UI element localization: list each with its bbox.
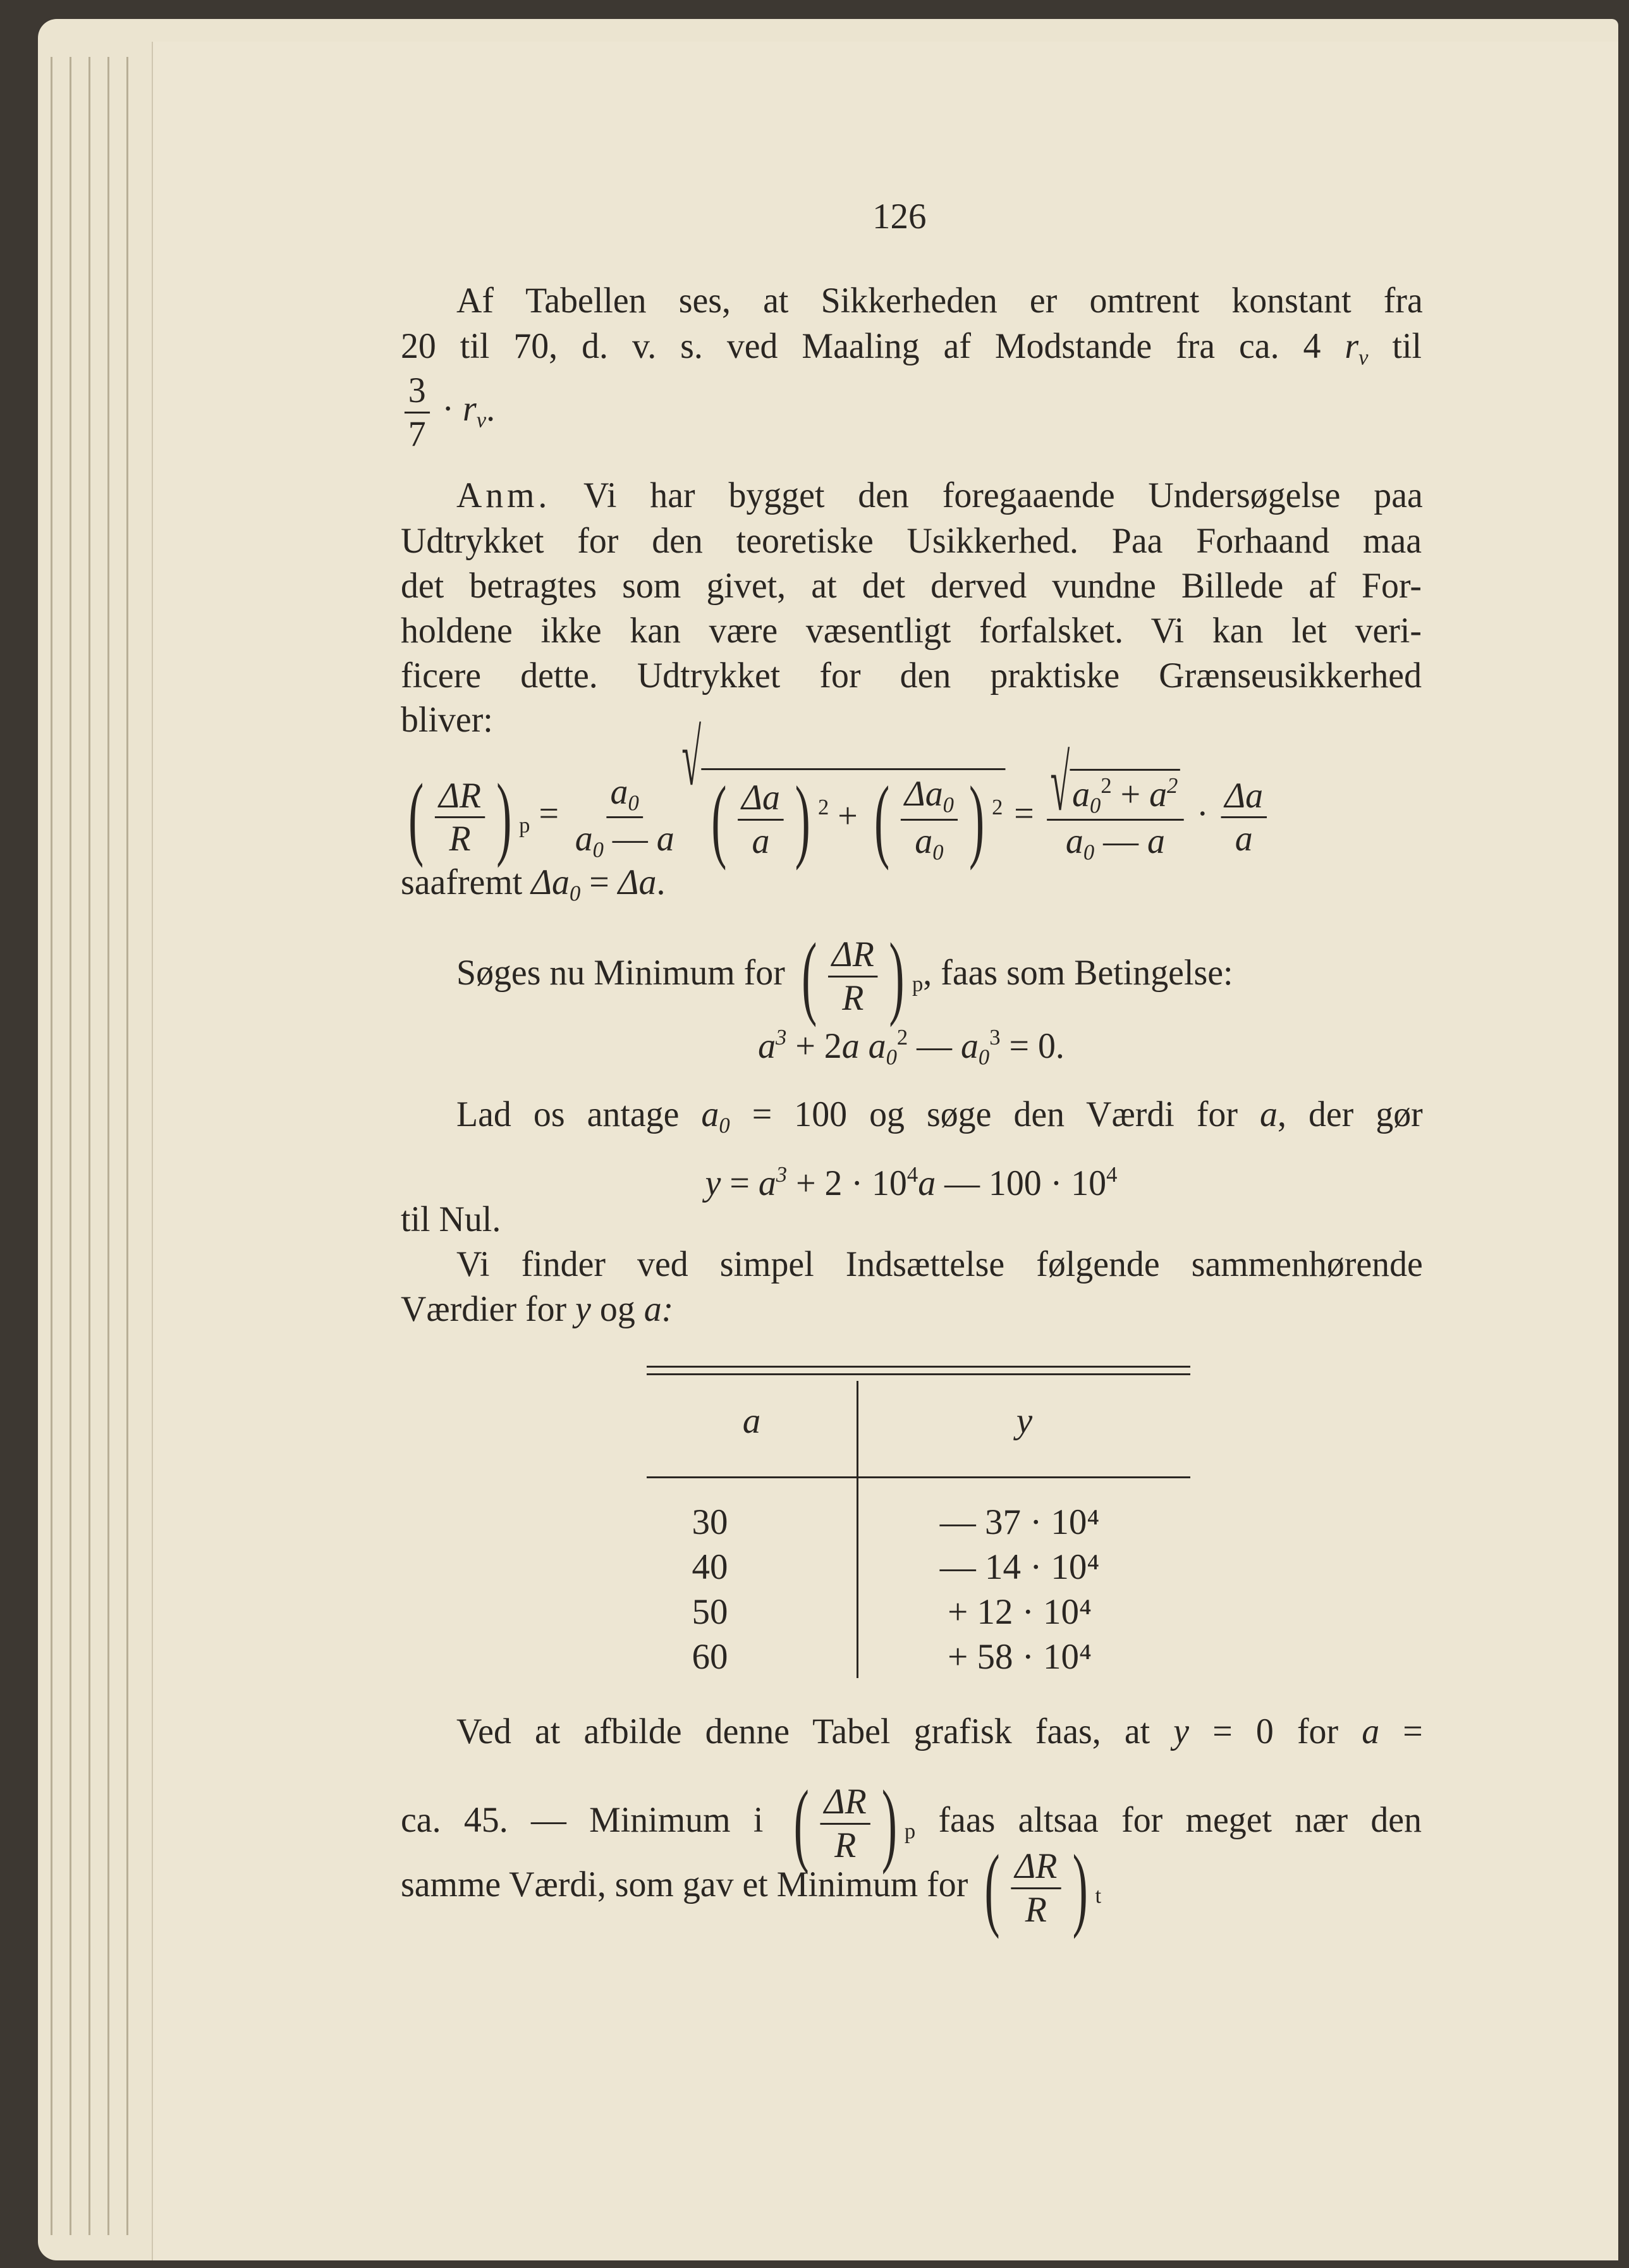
page-edge <box>88 57 90 2235</box>
text-segment: til <box>1368 326 1422 366</box>
text-line <box>401 697 1422 743</box>
text-segment: = 100 og søge den Værdi for <box>729 1094 1260 1134</box>
right-paren: ) <box>1072 1836 1088 1940</box>
text-segment: . <box>656 862 666 902</box>
text-segment: Værdier for <box>401 1289 576 1329</box>
radicand <box>701 768 1005 871</box>
text-segment: Δa <box>1224 775 1264 816</box>
text-segment: 7 <box>408 414 426 454</box>
superscript: 4 <box>906 1162 918 1187</box>
text-segment <box>897 1026 908 1066</box>
subscript: 0 <box>943 792 954 818</box>
numerator <box>821 1781 870 1825</box>
right-paren: ) <box>889 924 905 1028</box>
square-root <box>681 714 1005 871</box>
table-rule <box>647 1373 1190 1375</box>
subscript: v <box>1358 345 1369 370</box>
text-segment: = <box>1379 1712 1423 1751</box>
bracket-group <box>977 1836 1102 1940</box>
radical-sign: √ <box>681 714 702 803</box>
parenthesized-fraction <box>794 924 912 1028</box>
numerator <box>405 370 430 414</box>
text-segment: = <box>1005 794 1043 834</box>
superscript: 2 <box>992 794 1003 819</box>
text-segment: R <box>449 819 471 859</box>
text-segment: + 2 <box>786 1026 842 1067</box>
parenthesized-fraction <box>867 768 992 871</box>
fraction-group <box>401 371 433 454</box>
parenthesized-fraction <box>401 765 519 869</box>
parenthesized-fraction <box>977 1836 1095 1940</box>
text-segment: Søges nu Minimum for <box>456 953 794 993</box>
text-segment: , der gør <box>1277 1094 1423 1134</box>
text-segment: Udtrykket for den teoretiske Usikkerhed. Paa Forhaand maa <box>401 521 1422 561</box>
text-segment: 20 til 70, d. v. s. ved Maaling af Modstande fra ca. 4 <box>401 326 1345 366</box>
fraction <box>1011 1846 1061 1930</box>
text-segment: $a^3$ <box>758 1162 788 1204</box>
text-segment: ΔR <box>439 775 482 816</box>
fraction <box>435 775 485 860</box>
text-segment: det betragtes som givet, at det derved vundne Billede af For- <box>401 566 1422 606</box>
fraction-group <box>1217 775 1271 859</box>
denominator <box>405 414 430 455</box>
text-segment: Vi finder ved simpel Indsættelse følgende sammenhørende <box>456 1244 1423 1284</box>
header-a: a <box>742 1401 761 1441</box>
fraction <box>901 773 958 865</box>
left-paren: ( <box>793 1772 809 1875</box>
superscript: 3 <box>989 1025 1001 1050</box>
text-segment: , faas som Betingelse: <box>923 953 1233 993</box>
subscript: 0 <box>628 790 639 816</box>
cell-a: 30 <box>692 1502 728 1542</box>
table-rule <box>647 1476 1190 1478</box>
text-segment: Lad os antage <box>456 1094 702 1134</box>
denominator <box>1231 818 1257 860</box>
fraction <box>828 934 878 1019</box>
text-segment: $a_0$ <box>1065 821 1095 865</box>
subscript: p <box>912 971 924 996</box>
right-paren: ) <box>968 768 984 871</box>
fraction <box>738 777 783 862</box>
text-segment: + <box>829 796 867 837</box>
text-line <box>401 1015 1422 1081</box>
text-segment: · <box>433 389 463 429</box>
text-segment: Δa <box>741 778 780 818</box>
text-segment: $a_0$ <box>1072 774 1101 818</box>
parenthesized-fraction <box>704 768 818 871</box>
page-edge <box>70 57 71 2235</box>
text-segment: y <box>1173 1712 1190 1751</box>
page-edge <box>126 57 128 2235</box>
text-segment: saafremt <box>401 862 532 902</box>
text-segment: Δa <box>618 862 657 902</box>
text-line <box>456 1709 1423 1755</box>
right-paren: ) <box>881 1772 897 1875</box>
numerator <box>1047 740 1185 828</box>
text-segment: y <box>575 1289 591 1329</box>
text-line <box>401 860 1422 917</box>
text-segment: $a_0$ <box>701 1094 730 1138</box>
subscript: 0 <box>569 881 581 906</box>
radical-sign: √ <box>1050 740 1070 828</box>
superscript: 3 <box>776 1025 787 1050</box>
cell-a: 60 <box>692 1637 728 1677</box>
text-segment: $a_0$ <box>575 819 604 862</box>
denominator <box>1062 821 1169 866</box>
denominator <box>748 821 774 862</box>
text-segment: ficere dette. Udtrykket for den praktiske Grænseusikkerhed <box>401 656 1422 696</box>
text-segment: ΔR <box>831 935 874 975</box>
text-segment: R <box>834 1825 857 1865</box>
text-segment: = <box>721 1163 759 1204</box>
text-segment: ΔR <box>824 1782 867 1822</box>
text-segment: a <box>1260 1094 1278 1134</box>
text-segment: · <box>1188 794 1217 834</box>
text-line <box>401 1197 1422 1242</box>
cell-y: — 37 · 10⁴ <box>939 1502 1100 1542</box>
denominator <box>571 818 678 863</box>
text-segment: $a_0$ <box>610 771 639 816</box>
fraction <box>405 370 430 455</box>
subscript: 0 <box>932 840 944 865</box>
numerator <box>1011 1846 1061 1889</box>
text-segment: $a^3$ <box>758 1025 787 1067</box>
text-segment: $a_0$ <box>960 1026 990 1070</box>
text-segment: samme Værdi, som gav et Minimum for <box>401 1865 977 1905</box>
fraction-group <box>1043 740 1188 865</box>
text-line <box>456 278 1423 324</box>
text-segment: — <box>603 819 657 859</box>
text-line <box>401 653 1422 699</box>
left-paren: ( <box>984 1836 1000 1940</box>
text-segment: Anm. <box>456 475 551 515</box>
subscript: 0 <box>886 1045 897 1070</box>
cell-y: + 12 · 10⁴ <box>948 1592 1092 1632</box>
numerator <box>435 775 485 819</box>
text-segment: og <box>590 1289 644 1329</box>
bracket-group <box>794 924 924 1028</box>
text-line <box>401 1836 1422 1940</box>
fraction <box>1047 740 1185 866</box>
text-segment: a <box>918 1163 936 1204</box>
text-line <box>401 370 1422 455</box>
text-line <box>401 563 1422 609</box>
numerator <box>901 773 958 820</box>
fraction-group <box>568 771 681 862</box>
text-segment: a $a_0$ <box>841 1026 897 1070</box>
text-segment: y <box>705 1163 721 1204</box>
denominator <box>911 821 947 866</box>
text-segment: a <box>752 821 770 861</box>
text-segment: — <box>1094 821 1147 862</box>
denominator <box>446 818 475 860</box>
numerator <box>738 777 783 821</box>
text-segment: = <box>530 794 568 834</box>
text-segment: faas altsaa for meget nær den <box>915 1800 1422 1841</box>
text-line <box>456 473 1423 518</box>
superscript: 2 <box>818 794 829 819</box>
left-paren: ( <box>801 924 817 1028</box>
subscript: p <box>904 1818 916 1844</box>
radicand <box>1070 769 1180 819</box>
text-segment: + <box>1111 774 1150 814</box>
text-line <box>456 924 1423 1028</box>
text-segment: til Nul. <box>401 1199 501 1239</box>
text-line <box>456 1092 1423 1149</box>
fraction <box>1221 775 1266 860</box>
bracket-group <box>867 768 1003 871</box>
subscript: t <box>1095 1883 1102 1908</box>
bracket-group <box>401 765 530 869</box>
subscript: 0 <box>1090 793 1101 818</box>
text-segment: a <box>1147 821 1165 862</box>
left-paren: ( <box>874 768 890 871</box>
superscript: 2 <box>896 1025 908 1050</box>
denominator <box>1022 1889 1051 1931</box>
cell-a: 40 <box>692 1547 728 1587</box>
text-segment: a <box>1235 819 1253 859</box>
cell-a: 50 <box>692 1592 728 1632</box>
superscript: 4 <box>1106 1162 1118 1187</box>
bracket-group <box>786 1772 916 1875</box>
text-segment: $r_v$ <box>462 389 487 432</box>
text-segment: $a^2$ <box>1149 773 1178 814</box>
subscript: p <box>519 812 530 838</box>
header-y: y <box>1016 1401 1033 1441</box>
text-segment: = 0. <box>1000 1026 1065 1067</box>
superscript: 2 <box>1101 773 1112 798</box>
text-line <box>456 1242 1423 1287</box>
text-segment: $\Delta a_0$ <box>531 862 581 906</box>
text-segment: + 2 · 10 <box>787 1163 907 1204</box>
page-number: 126 <box>872 197 927 236</box>
numerator <box>1221 775 1266 819</box>
left-paren: ( <box>711 768 727 871</box>
text-segment <box>1101 775 1111 814</box>
text-segment: $a_0$ <box>915 821 944 865</box>
text-segment: Ved at afbilde denne Tabel grafisk faas, at <box>456 1712 1174 1751</box>
text-segment: 3 <box>408 371 426 410</box>
text-segment: $\Delta a_0$ <box>904 774 954 818</box>
superscript: 2 <box>1167 773 1178 798</box>
text-segment: holdene ikke kan være væsentligt forfalsket. Vi kan let veri- <box>401 611 1422 651</box>
subscript: v <box>476 407 487 432</box>
text-segment: Af Tabellen ses, at Sikkerheden er omtrent konstant fra <box>456 281 1423 321</box>
subscript: 0 <box>978 1045 990 1070</box>
right-paren: ) <box>795 768 810 871</box>
denominator <box>838 978 867 1019</box>
text-line <box>401 608 1422 654</box>
text-segment: R <box>1025 1889 1047 1930</box>
text-segment: — <box>908 1026 961 1067</box>
page-edge <box>51 57 52 2235</box>
fraction <box>571 771 678 863</box>
text-segment: a <box>1362 1712 1380 1751</box>
superscript: 3 <box>776 1162 788 1187</box>
text-line <box>401 518 1422 564</box>
subscript: 0 <box>719 1113 730 1138</box>
subscript: 0 <box>592 837 604 862</box>
text-segment: ΔR <box>1015 1846 1058 1887</box>
bracket-group <box>704 768 829 871</box>
text-segment: bliver: <box>401 700 493 740</box>
text-segment <box>989 1026 1000 1066</box>
page-edge <box>107 57 109 2235</box>
table-rule <box>647 1366 1190 1368</box>
text-segment: a: <box>644 1289 674 1329</box>
left-paren: ( <box>408 765 424 869</box>
text-segment: Vi har bygget den foregaaende Undersøgelse paa <box>551 475 1423 515</box>
text-segment: = <box>580 862 618 902</box>
text-segment: . <box>486 389 496 429</box>
text-segment: a <box>656 819 674 859</box>
text-segment: ca. 45. — Minimum i <box>401 1800 786 1841</box>
square-root <box>1050 740 1181 828</box>
numerator <box>828 934 878 978</box>
numerator <box>607 771 643 818</box>
cell-y: — 14 · 10⁴ <box>939 1547 1100 1587</box>
right-paren: ) <box>496 765 512 869</box>
cell-y: + 58 · 10⁴ <box>948 1637 1092 1677</box>
text-segment: R <box>842 978 864 1018</box>
subscript: 0 <box>1083 840 1095 865</box>
text-segment: = 0 for <box>1189 1712 1362 1751</box>
text-segment: — 100 · 10 <box>936 1163 1107 1204</box>
text-segment: $r_v$ <box>1345 326 1369 370</box>
text-line <box>401 1287 1422 1332</box>
